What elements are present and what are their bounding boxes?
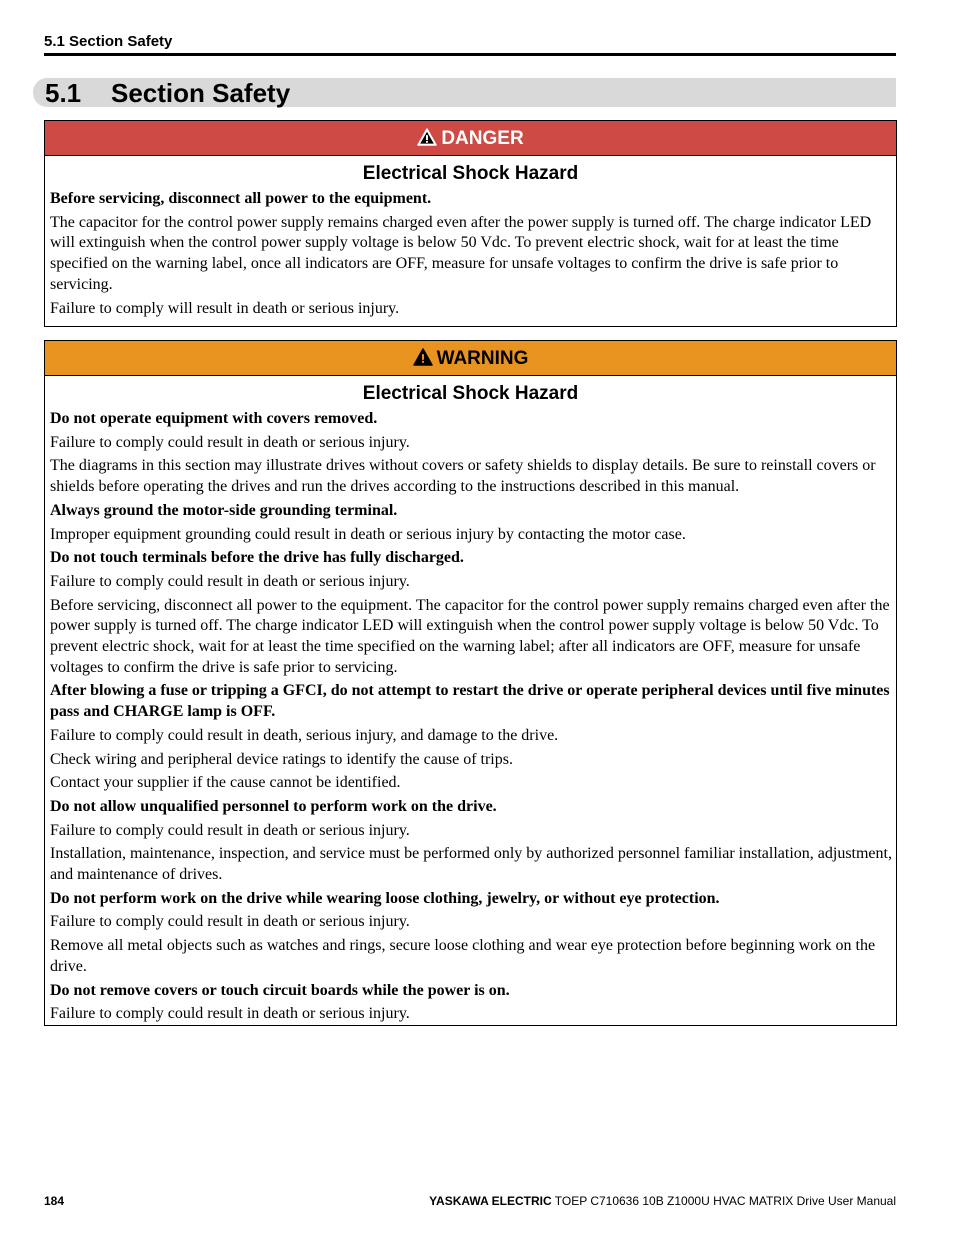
section-number: 5.1 bbox=[45, 78, 82, 108]
instruction-heading: Always ground the motor-side grounding terminal. bbox=[50, 501, 398, 519]
section-title-text: Section Safety bbox=[111, 78, 291, 108]
paragraph: Failure to comply could result in death or serious injury. bbox=[50, 572, 410, 590]
danger-box bbox=[44, 120, 897, 327]
warning-body bbox=[45, 409, 896, 1025]
warning-label: WARNING bbox=[436, 348, 529, 369]
footer-document: TOEP C710636 10B Z1000U HVAC MATRIX Drive User Manual bbox=[554, 1194, 896, 1208]
instruction-heading: Do not operate equipment with covers removed. bbox=[50, 410, 378, 427]
instruction-heading: Before servicing, disconnect all power to the equipment. bbox=[50, 190, 432, 207]
warning-header bbox=[45, 341, 896, 376]
danger-header bbox=[45, 121, 896, 156]
footer-doc-info bbox=[429, 1194, 896, 1208]
danger-body bbox=[45, 189, 896, 319]
instruction-heading: After blowing a fuse or tripping a GFCI, do not attempt to restart the drive or operate peripheral devices until five minutes pass and CHARGE lamp is OFF. bbox=[50, 682, 890, 721]
paragraph: Failure to comply could result in death or serious injury. bbox=[50, 913, 410, 931]
warning-box bbox=[44, 340, 897, 1026]
paragraph: Installation, maintenance, inspection, and service must be performed only by authorized personnel familiar installation, adjustment, and maintenance of drives. bbox=[50, 845, 892, 884]
paragraph: Failure to comply could result in death or serious injury. bbox=[50, 433, 410, 451]
paragraph: Remove all metal objects such as watches and rings, secure loose clothing and wear eye protection before beginning work on the drive. bbox=[50, 937, 876, 975]
instruction-heading: Do not touch terminals before the drive has fully discharged. bbox=[50, 549, 464, 567]
section-title-bar bbox=[33, 78, 896, 107]
paragraph: Check wiring and peripheral device ratings to identify the cause of trips. bbox=[50, 750, 513, 768]
paragraph: Failure to comply could result in death or serious injury. bbox=[50, 821, 410, 839]
warning-hazard-title: Electrical Shock Hazard bbox=[362, 383, 579, 404]
warning-triangle-icon bbox=[417, 123, 437, 158]
paragraph: Failure to comply could result in death, serious injury, and damage to the drive. bbox=[50, 726, 559, 744]
running-header: 5.1 Section Safety bbox=[44, 33, 896, 56]
paragraph: Failure to comply will result in death or serious injury. bbox=[50, 299, 400, 317]
paragraph: The diagrams in this section may illustrate drives without covers or safety shields to display details. Be sure to reinstall covers or shields before operating the drives and run the drives according to the instructions described in this manual. bbox=[50, 457, 876, 496]
instruction-heading: Do not perform work on the drive while wearing loose clothing, jewelry, or without eye protection. bbox=[50, 889, 720, 907]
danger-label: DANGER bbox=[441, 128, 524, 149]
paragraph: Improper equipment grounding could result in death or serious injury by contacting the motor case. bbox=[50, 525, 686, 543]
section-title bbox=[45, 78, 290, 108]
paragraph: Contact your supplier if the cause cannot be identified. bbox=[50, 774, 401, 792]
danger-hazard-title: Electrical Shock Hazard bbox=[362, 163, 579, 184]
page-number: 184 bbox=[44, 1194, 65, 1208]
paragraph: Before servicing, disconnect all power to the equipment. The capacitor for the control power supply remains charged even after the power supply is turned off. The charge indicator LED will extinguish when the control power supply voltage is below 50 Vdc. To prevent electric shock, wait for at least the time specified on the warning label; after all indicators are OFF, measure for unsafe voltages to confirm the drive is safe prior to servicing. bbox=[50, 596, 890, 676]
paragraph: The capacitor for the control power supply remains charged even after the power supply is turned off. The charge indicator LED will extinguish when the control power supply voltage is below 50 Vdc. To prevent electric shock, wait for at least the time specified on the warning label, once all indicators are OFF, measure for unsafe voltages to confirm the drive is safe prior to servicing. bbox=[50, 213, 872, 293]
paragraph: Failure to comply could result in death or serious injury. bbox=[50, 1005, 410, 1023]
instruction-heading: Do not remove covers or touch circuit boards while the power is on. bbox=[50, 981, 510, 999]
instruction-heading: Do not allow unqualified personnel to perform work on the drive. bbox=[50, 797, 497, 815]
footer-brand: YASKAWA ELECTRIC bbox=[429, 1194, 552, 1208]
warning-triangle-icon bbox=[413, 343, 433, 378]
